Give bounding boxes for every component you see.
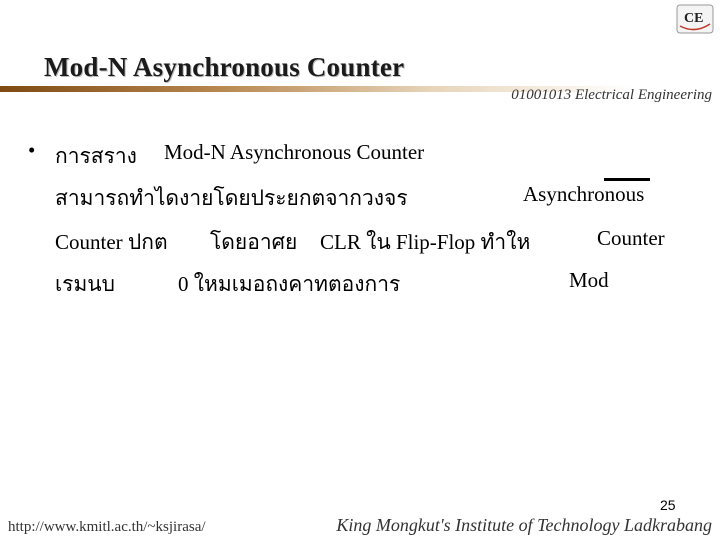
body-line-1-term: Asynchronous xyxy=(523,182,645,206)
footer-institute: King Mongkut's Institute of Technology Ladkrabang xyxy=(336,515,712,535)
logo-text: CE xyxy=(684,11,704,26)
course-subtitle: 01001013 Electrical Engineering xyxy=(511,87,712,103)
body-line-3-text-a: เรมนบ xyxy=(55,272,115,296)
body-line-2-term: Counter xyxy=(597,226,665,250)
overline-mark xyxy=(604,178,650,181)
body-line-3-term: Mod xyxy=(569,268,609,292)
bullet-topic: Mod-N Asynchronous Counter xyxy=(164,140,425,164)
ce-logo-icon xyxy=(676,4,714,34)
bullet-label: การสราง xyxy=(55,144,137,168)
footer-url-link[interactable]: http://www.kmitl.ac.th/~ksjirasa/ xyxy=(8,519,206,535)
body-line-1-text: สามารถทำไดงายโดยประยกตจากวงจร xyxy=(55,186,408,210)
body-line-2-text-c: CLR ใน Flip-Flop ทำให xyxy=(320,230,531,254)
body-line-3-text-b: 0 ใหมเมอถงคาทตองการ xyxy=(178,272,401,296)
slide-title: Mod-N Asynchronous Counter xyxy=(44,52,405,82)
bullet-symbol: • xyxy=(28,138,36,162)
body-line-2-text-b: โดยอาศย xyxy=(210,230,298,254)
page-number: 25 xyxy=(660,497,676,513)
body-line-2-text-a: Counter ปกต xyxy=(55,230,168,254)
